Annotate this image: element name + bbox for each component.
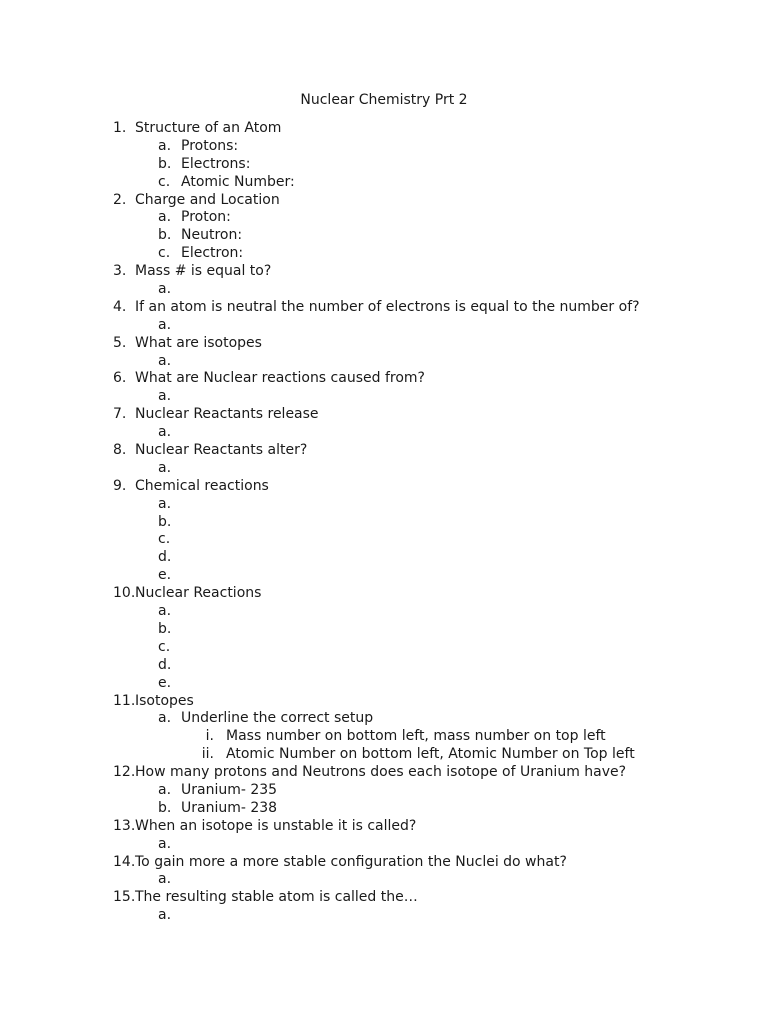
answer-letter: c. [158, 531, 171, 548]
question-list [0, 120, 768, 925]
question-item [0, 889, 768, 907]
answer-text: Electrons: [181, 155, 251, 172]
question-number: 7. [113, 406, 127, 423]
answer-item [0, 621, 768, 639]
question-text: Chemical reactions [135, 477, 269, 494]
answer-item [0, 514, 768, 532]
answer-text: Uranium- 238 [181, 799, 278, 816]
answer-item [0, 800, 768, 818]
answer-item [0, 782, 768, 800]
question-text: Structure of an Atom [135, 120, 282, 136]
question-number: 13. [113, 817, 136, 834]
question-item [0, 764, 768, 782]
question-number: 14. [113, 853, 136, 870]
answer-letter: b. [158, 227, 172, 244]
answer-text: Proton: [181, 209, 231, 226]
answer-item [0, 871, 768, 889]
question-text: Nuclear Reactants release [135, 406, 319, 423]
answer-item [0, 549, 768, 567]
answer-item [0, 675, 768, 693]
answer-item [0, 138, 768, 156]
question-text: The resulting stable atom is called the… [135, 889, 418, 906]
question-item [0, 263, 768, 281]
question-number: 5. [113, 334, 127, 351]
answer-item [0, 567, 768, 585]
question-number: 4. [113, 298, 127, 315]
question-text: Nuclear Reactants alter? [135, 442, 308, 459]
question-number: 2. [113, 191, 127, 208]
answer-item [0, 657, 768, 675]
answer-item [0, 496, 768, 514]
question-number: 6. [113, 370, 127, 387]
answer-letter: a. [158, 352, 172, 369]
answer-text: Atomic Number: [181, 173, 295, 190]
answer-text: Neutron: [181, 227, 243, 244]
question-number: 8. [113, 442, 127, 459]
question-item [0, 854, 768, 872]
answer-letter: e. [158, 567, 172, 584]
answer-letter: a. [158, 907, 172, 924]
question-text: To gain more a more stable configuration the Nuclei do what? [135, 853, 567, 870]
question-number: 3. [113, 263, 127, 280]
question-item [0, 818, 768, 836]
answer-letter: c. [158, 245, 171, 262]
answer-item [0, 710, 768, 728]
question-text: How many protons and Neutrons does each isotope of Uranium have? [135, 764, 627, 781]
answer-letter: d. [158, 656, 172, 673]
roman-text: Atomic Number on bottom left, Atomic Number on Top left [226, 746, 635, 763]
answer-letter: a. [158, 781, 172, 798]
roman-text: Mass number on bottom left, mass number on top left [226, 728, 606, 745]
question-number: 15. [113, 889, 136, 906]
question-number: 11. [113, 692, 136, 709]
question-text: Charge and Location [135, 191, 280, 208]
answer-text: Underline the correct setup [181, 710, 374, 727]
question-number: 12. [113, 764, 136, 781]
question-item [0, 693, 768, 711]
answer-item [0, 531, 768, 549]
answer-letter: a. [158, 835, 172, 852]
question-item [0, 299, 768, 317]
answer-letter: c. [158, 173, 171, 190]
answer-item [0, 156, 768, 174]
question-number: 1. [113, 120, 127, 136]
document-title: Nuclear Chemistry Prt 2 [300, 92, 468, 108]
answer-letter: b. [158, 155, 172, 172]
answer-letter: d. [158, 549, 172, 566]
answer-letter: a. [158, 495, 172, 512]
answer-letter: a. [158, 424, 172, 441]
answer-letter: c. [158, 638, 171, 655]
roman-numeral: i. [205, 728, 214, 745]
question-number: 9. [113, 477, 127, 494]
answer-letter: a. [158, 871, 172, 888]
answer-letter: a. [158, 316, 172, 333]
answer-letter: b. [158, 513, 172, 530]
answer-item [0, 281, 768, 299]
roman-numeral: ii. [201, 746, 214, 763]
question-item [0, 406, 768, 424]
answer-item [0, 603, 768, 621]
question-number: 10. [113, 585, 136, 602]
roman-item [0, 728, 768, 746]
answer-item [0, 460, 768, 478]
answer-letter: e. [158, 674, 172, 691]
answer-letter: a. [158, 137, 172, 154]
question-text: Isotopes [135, 692, 194, 709]
answer-text: Electron: [181, 245, 244, 262]
answer-text: Protons: [181, 137, 239, 154]
question-text: Mass # is equal to? [135, 263, 272, 280]
answer-letter: b. [158, 620, 172, 637]
question-text: What are Nuclear reactions caused from? [135, 370, 425, 387]
answer-item [0, 209, 768, 227]
answer-item [0, 639, 768, 657]
roman-item [0, 746, 768, 764]
question-item [0, 120, 768, 138]
answer-item [0, 317, 768, 335]
question-text: When an isotope is unstable it is called? [135, 817, 417, 834]
question-text: Nuclear Reactions [135, 585, 262, 602]
answer-letter: a. [158, 209, 172, 226]
answer-letter: a. [158, 603, 172, 620]
answer-item [0, 907, 768, 925]
question-text: If an atom is neutral the number of electrons is equal to the number of? [135, 298, 640, 315]
answer-item [0, 245, 768, 263]
answer-item [0, 424, 768, 442]
question-item [0, 478, 768, 496]
question-item [0, 335, 768, 353]
answer-letter: a. [158, 459, 172, 476]
answer-item [0, 174, 768, 192]
answer-item [0, 388, 768, 406]
answer-item [0, 353, 768, 371]
question-item [0, 442, 768, 460]
answer-item [0, 836, 768, 854]
question-item [0, 585, 768, 603]
answer-item [0, 227, 768, 245]
question-item [0, 370, 768, 388]
answer-letter: a. [158, 710, 172, 727]
answer-letter: a. [158, 388, 172, 405]
answer-letter: b. [158, 799, 172, 816]
answer-letter: a. [158, 281, 172, 298]
question-text: What are isotopes [135, 334, 262, 351]
question-item [0, 192, 768, 210]
answer-text: Uranium- 235 [181, 781, 278, 798]
